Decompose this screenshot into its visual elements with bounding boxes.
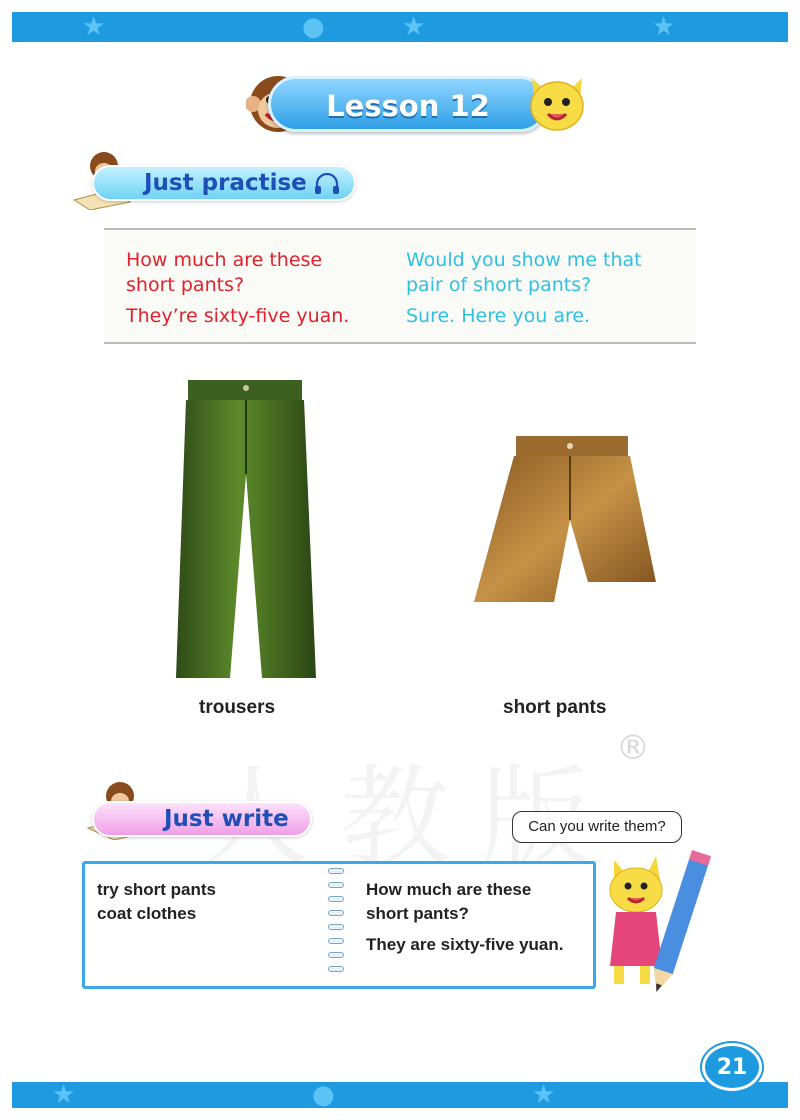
headphones-icon xyxy=(314,173,340,195)
dialogue-left-line-3: They’re sixty-five yuan. xyxy=(126,305,350,327)
writing-notebook xyxy=(82,861,596,989)
cat-mascot-icon xyxy=(524,70,590,136)
lesson-title: Lesson 12 xyxy=(326,89,490,123)
registered-mark: ® xyxy=(616,728,650,768)
star-decoration: ★ xyxy=(52,1082,76,1108)
bottom-border-band xyxy=(12,1082,788,1108)
just-write-label: Just write xyxy=(164,806,289,832)
notebook-words-line-1: try short pants xyxy=(97,880,217,899)
dialogue-right-line-1: Would you show me that xyxy=(406,249,642,271)
star-decoration: ★ xyxy=(82,12,106,42)
just-practise-heading xyxy=(92,165,356,201)
notebook-sentence-line-2: short pants? xyxy=(366,904,469,923)
short-pants-illustration xyxy=(470,432,660,610)
page-number: 21 xyxy=(716,1055,748,1080)
dialogue-right-line-3: Sure. Here you are. xyxy=(406,305,591,327)
trousers-illustration xyxy=(170,378,320,688)
just-practise-label: Just practise xyxy=(144,170,307,196)
short-pants-caption: short pants xyxy=(503,697,607,718)
dialogue-left-line-1: How much are these xyxy=(126,249,323,271)
just-write-heading xyxy=(92,801,312,837)
circle-decoration: ● xyxy=(302,12,325,42)
star-decoration: ★ xyxy=(532,1082,556,1108)
top-border-band xyxy=(12,12,788,42)
notebook-spiral-binding xyxy=(328,868,344,984)
lesson-title-banner xyxy=(268,76,548,132)
cat-with-pencil-icon xyxy=(600,846,730,996)
star-decoration: ★ xyxy=(652,12,676,42)
page-number-badge xyxy=(702,1043,762,1091)
dialogue-left-line-2: short pants? xyxy=(126,274,245,296)
dialogue-board xyxy=(104,228,696,344)
notebook-words-line-2: coat clothes xyxy=(97,904,197,923)
trousers-caption: trousers xyxy=(199,697,276,718)
dialogue-right-line-2: pair of short pants? xyxy=(406,274,592,296)
circle-decoration: ● xyxy=(312,1082,335,1108)
notebook-sentence-line-1: How much are these xyxy=(366,880,532,899)
speech-bubble xyxy=(512,811,682,843)
notebook-sentence-line-3: They are sixty-five yuan. xyxy=(366,935,564,954)
star-decoration: ★ xyxy=(402,12,426,42)
speech-bubble-text: Can you write them? xyxy=(528,818,666,835)
